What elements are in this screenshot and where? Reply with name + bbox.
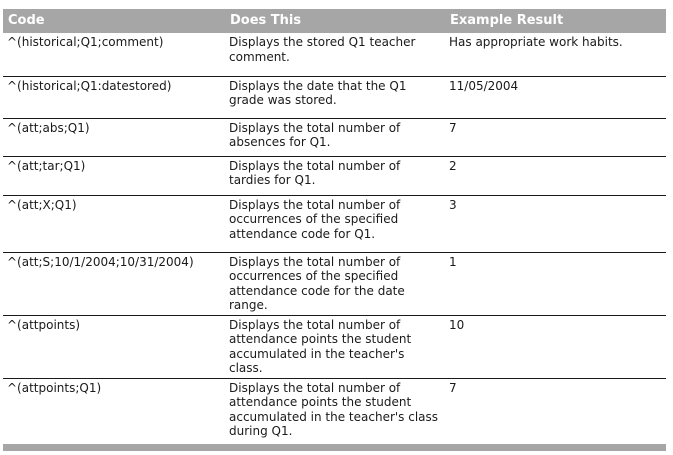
code-cell: ^(att;S;10/1/2004;10/31/2004) xyxy=(3,252,225,315)
table-row xyxy=(3,118,666,156)
header-does-this: Does This xyxy=(230,13,302,28)
description-cell: Displays the total number of occurrences of the specified attendance code for the date range. xyxy=(225,252,445,315)
table-row xyxy=(3,33,666,76)
table-row xyxy=(3,315,666,378)
code-cell: ^(att;abs;Q1) xyxy=(3,118,225,156)
description-cell: Displays the total number of occurrences of the specified attendance code for Q1. xyxy=(225,195,445,252)
code-cell: ^(att;X;Q1) xyxy=(3,195,225,252)
table-row xyxy=(3,156,666,195)
description-cell: Displays the total number of attendance points the student accumulated in the teacher's class. xyxy=(225,315,445,378)
description-cell: Displays the total number of absences for Q1. xyxy=(225,118,445,156)
code-cell: ^(historical;Q1;comment) xyxy=(3,33,225,76)
code-cell: ^(historical;Q1:datestored) xyxy=(3,76,225,118)
table-header-row xyxy=(3,9,666,33)
example-cell: 10 xyxy=(445,315,666,378)
header-code: Code xyxy=(8,13,45,28)
example-cell: 11/05/2004 xyxy=(445,76,666,118)
description-cell: Displays the stored Q1 teacher comment. xyxy=(225,33,445,76)
header-example-result: Example Result xyxy=(450,13,564,28)
code-cell: ^(attpoints;Q1) xyxy=(7,380,102,395)
example-cell: 3 xyxy=(445,195,666,252)
example-cell: 1 xyxy=(445,252,666,315)
example-cell: 7 xyxy=(445,118,666,156)
table-row xyxy=(3,252,666,315)
description-cell: Displays the total number of attendance points the student accumulated in the teacher's class during Q1. xyxy=(229,380,439,438)
table-row xyxy=(3,76,666,118)
code-cell: ^(attpoints) xyxy=(3,315,225,378)
table-bottom-border xyxy=(3,444,666,451)
table-row xyxy=(3,195,666,252)
example-cell: 7 xyxy=(449,380,457,395)
code-cell: ^(att;tar;Q1) xyxy=(3,156,225,195)
codes-table xyxy=(3,9,666,448)
description-cell: Displays the date that the Q1 grade was stored. xyxy=(225,76,445,118)
description-cell: Displays the total number of tardies for Q1. xyxy=(225,156,445,195)
example-cell: 2 xyxy=(445,156,666,195)
example-cell: Has appropriate work habits. xyxy=(445,33,666,76)
table-row xyxy=(3,378,666,448)
